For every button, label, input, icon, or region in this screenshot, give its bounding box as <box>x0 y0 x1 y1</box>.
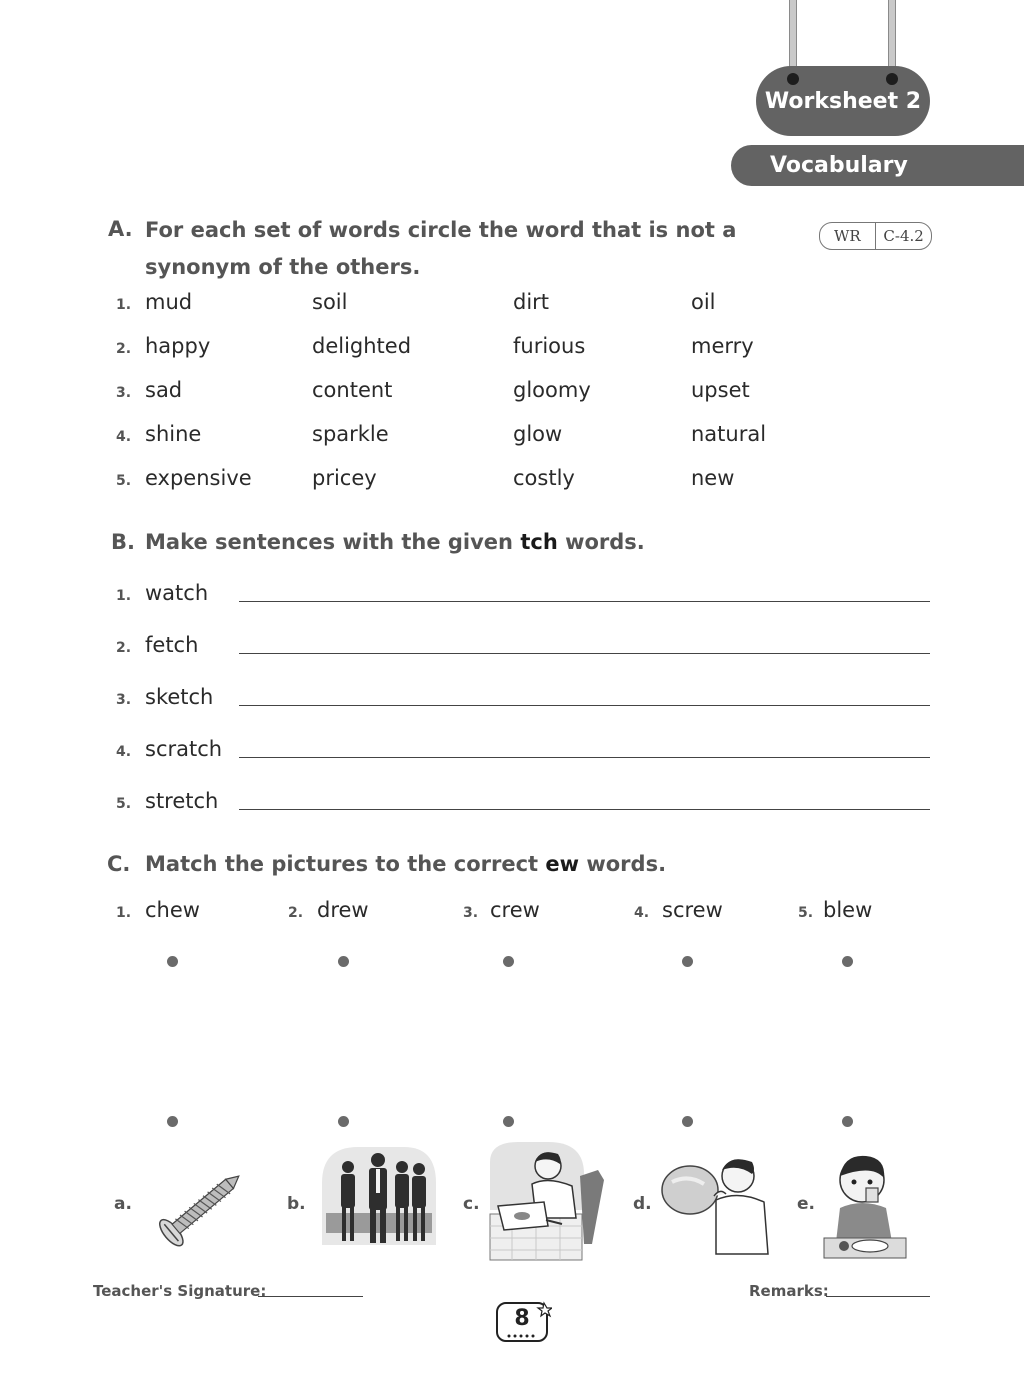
picture-match-dot[interactable] <box>167 1116 178 1127</box>
picture-match-dot[interactable] <box>842 1116 853 1127</box>
word-match-dot[interactable] <box>682 956 693 967</box>
option-word[interactable]: delighted <box>312 334 412 358</box>
answer-line[interactable] <box>239 809 930 810</box>
picture-label: d. <box>633 1194 652 1214</box>
item-number: 3. <box>116 692 132 708</box>
subject-label: Vocabulary <box>770 153 908 178</box>
tch-word: stretch <box>145 789 219 813</box>
option-word[interactable]: content <box>312 378 393 402</box>
option-word[interactable]: new <box>691 466 735 490</box>
tch-word: watch <box>145 581 209 605</box>
teacher-signature-line[interactable] <box>258 1296 363 1297</box>
row-number: 3. <box>116 385 132 401</box>
option-word[interactable]: pricey <box>312 466 377 490</box>
remarks-label: Remarks: <box>749 1282 829 1300</box>
option-word[interactable]: costly <box>513 466 575 490</box>
row-number: 2. <box>116 341 132 357</box>
option-word[interactable]: mud <box>145 290 193 314</box>
answer-line[interactable] <box>239 653 930 654</box>
item-number: 4. <box>116 744 132 760</box>
section-a-letter: A. <box>108 217 133 241</box>
ew-word: screw <box>662 898 723 922</box>
picture-label: b. <box>287 1194 306 1214</box>
picture-label: e. <box>797 1194 815 1214</box>
word-match-dot[interactable] <box>842 956 853 967</box>
section-b-title-post: words. <box>557 530 645 554</box>
item-number: 1. <box>116 588 132 604</box>
badge-hole-right <box>886 73 898 85</box>
option-word[interactable]: expensive <box>145 466 252 490</box>
screw-icon <box>150 1160 255 1255</box>
row-number: 4. <box>116 429 132 445</box>
word-match-dot[interactable] <box>338 956 349 967</box>
option-word[interactable]: sad <box>145 378 183 402</box>
badge-hole-left <box>787 73 799 85</box>
section-a-title <box>145 212 785 286</box>
option-word[interactable]: soil <box>312 290 348 314</box>
boy-blowing-balloon-icon <box>660 1152 772 1256</box>
section-c-letter: C. <box>107 852 131 876</box>
option-word[interactable]: glow <box>513 422 563 446</box>
code-right: C-4.2 <box>883 227 924 245</box>
answer-line[interactable] <box>239 757 930 758</box>
teacher-signature-label: Teacher's Signature: <box>93 1282 267 1300</box>
tch-word: sketch <box>145 685 214 709</box>
row-number: 5. <box>116 473 132 489</box>
picture-label: a. <box>114 1194 132 1214</box>
word-number: 2. <box>288 905 304 921</box>
option-word[interactable]: merry <box>691 334 754 358</box>
option-word[interactable]: dirt <box>513 290 550 314</box>
option-word[interactable]: shine <box>145 422 202 446</box>
ew-word: drew <box>317 898 369 922</box>
section-c-title <box>145 846 666 883</box>
option-word[interactable]: upset <box>691 378 750 402</box>
word-number: 4. <box>634 905 650 921</box>
tch-word: fetch <box>145 633 199 657</box>
word-match-dot[interactable] <box>167 956 178 967</box>
section-c-title-bold: ew <box>545 852 580 876</box>
section-a-title-line1: For each set of words circle the word that is not a <box>145 218 737 242</box>
flight-crew-icon <box>318 1143 440 1249</box>
word-number: 3. <box>463 905 479 921</box>
picture-match-dot[interactable] <box>338 1116 349 1127</box>
item-number: 5. <box>116 796 132 812</box>
tch-word: scratch <box>145 737 223 761</box>
option-word[interactable]: gloomy <box>513 378 591 402</box>
code-left: WR <box>834 227 861 245</box>
word-number: 5. <box>798 905 814 921</box>
section-b-title-pre: Make sentences with the given <box>145 530 521 554</box>
worksheet-badge <box>756 66 930 136</box>
item-number: 2. <box>116 640 132 656</box>
picture-match-dot[interactable] <box>682 1116 693 1127</box>
section-c-title-pre: Match the pictures to the correct <box>145 852 546 876</box>
boy-drawing-icon <box>488 1140 608 1262</box>
picture-label: c. <box>463 1194 480 1214</box>
section-b-title <box>145 524 645 561</box>
answer-line[interactable] <box>239 601 930 602</box>
section-c-title-post: words. <box>579 852 667 876</box>
ew-word: chew <box>145 898 200 922</box>
section-b-letter: B. <box>111 530 135 554</box>
option-word[interactable]: happy <box>145 334 211 358</box>
option-word[interactable]: sparkle <box>312 422 389 446</box>
section-b-title-bold: tch <box>520 530 558 554</box>
page-number: 8 <box>514 1306 530 1331</box>
answer-line[interactable] <box>239 705 930 706</box>
worksheet-title: Worksheet 2 <box>764 88 922 114</box>
row-number: 1. <box>116 297 132 313</box>
subject-bar <box>731 145 1024 186</box>
curriculum-code-badge <box>819 222 932 250</box>
word-number: 1. <box>116 905 132 921</box>
word-match-dot[interactable] <box>503 956 514 967</box>
remarks-line[interactable] <box>826 1296 930 1297</box>
section-a-title-line2: synonym of the others. <box>145 255 421 279</box>
option-word[interactable]: oil <box>691 290 716 314</box>
ew-word: crew <box>490 898 540 922</box>
picture-match-dot[interactable] <box>503 1116 514 1127</box>
option-word[interactable]: natural <box>691 422 767 446</box>
boy-chewing-icon <box>822 1150 908 1260</box>
ew-word: blew <box>823 898 873 922</box>
option-word[interactable]: furious <box>513 334 586 358</box>
